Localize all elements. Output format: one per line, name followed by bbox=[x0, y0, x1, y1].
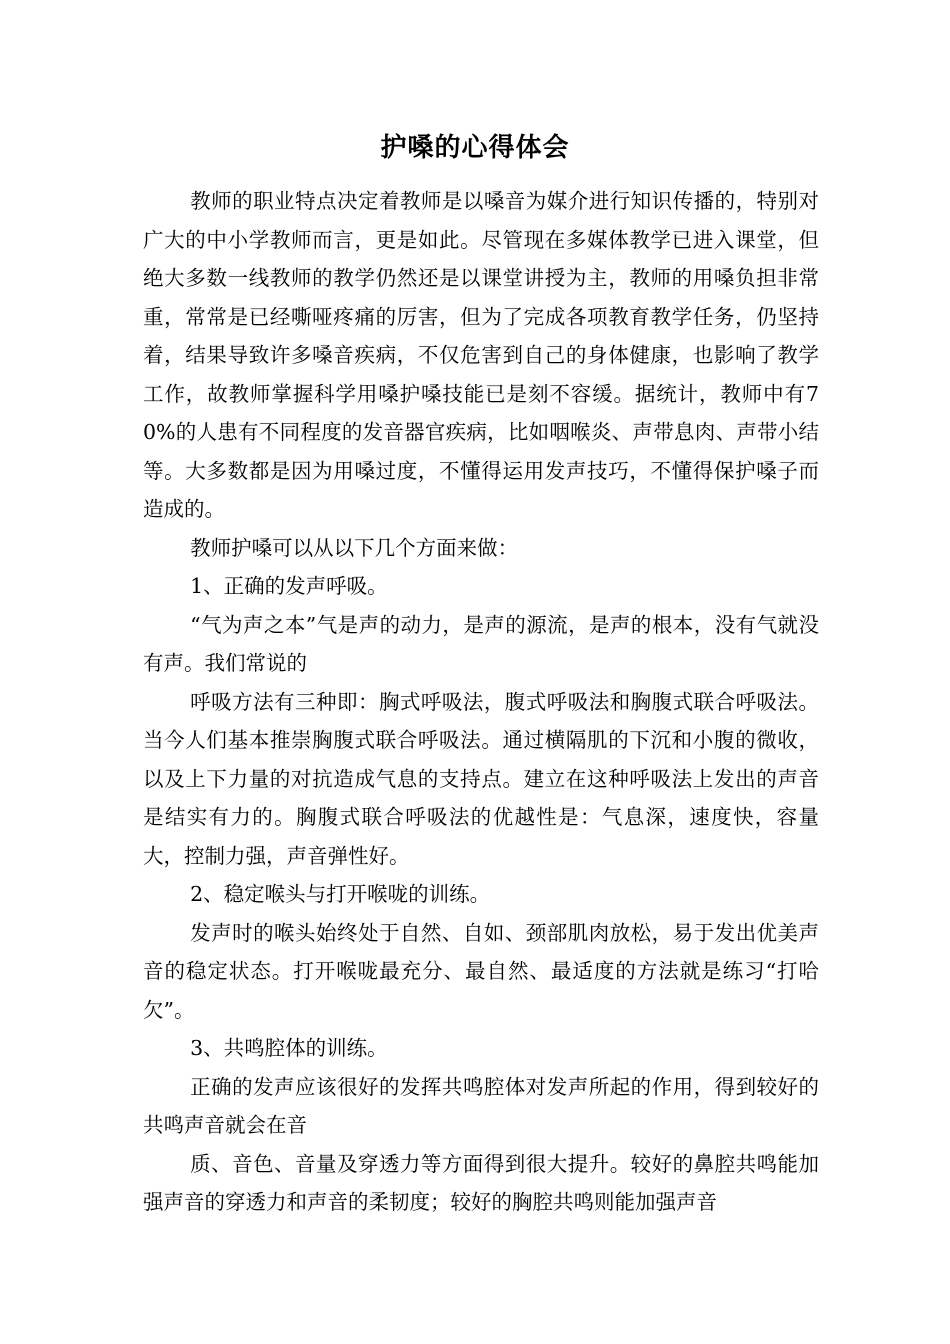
paragraph-breathing-methods: 呼吸方法有三种即：胸式呼吸法，腹式呼吸法和胸腹式联合呼吸法。当今人们基本推崇胸腹式联合呼吸法。通过横隔肌的下沉和小腹的微收，以及上下力量的对抗造成气息的支持点。建立在这种呼吸法上发出的声音是结实有力的。胸腹式联合呼吸法的优越性是：气息深，速度快，容量大，控制力强，声音弹性好。 bbox=[143, 689, 819, 868]
heading-breathing: 1、正确的发声呼吸。 bbox=[190, 574, 388, 598]
heading-resonance: 3、共鸣腔体的训练。 bbox=[190, 1036, 388, 1060]
paragraph-resonance-1: 正确的发声应该很好的发挥共鸣腔体对发声所起的作用，得到较好的共鸣声音就会在音 bbox=[143, 1074, 819, 1137]
paragraph-larynx: 发声时的喉头始终处于自然、自如、颈部肌肉放松，易于发出优美声音的稳定状态。打开喉咙最充分、最自然、最适度的方法就是练习“打哈欠”。 bbox=[143, 920, 819, 1022]
paragraph-breath-quote: “气为声之本”气是声的动力，是声的源流，是声的根本，没有气就没有声。我们常说的 bbox=[143, 612, 819, 675]
paragraph-intro: 教师的职业特点决定着教师是以嗓音为媒介进行知识传播的，特别对广大的中小学教师而言，更是如此。尽管现在多媒体教学已进入课堂，但绝大多数一线教师的教学仍然还是以课堂讲授为主，教师的用嗓负担非常重，常常是已经嘶哑疼痛的厉害，但为了完成各项教育教学任务，仍坚持着，结果导致许多嗓音疾病，不仅危害到自己的身体健康，也影响了教学工作，故教师掌握科学用嗓护嗓技能已是刻不容缓。据统计，教师中有70%的人患有不同程度的发音器官疾病，比如咽喉炎、声带息肉、声带小结等。大多数都是因为用嗓过度，不懂得运用发声技巧，不懂得保护嗓子而造成的。 bbox=[143, 189, 819, 521]
document-title: 护嗓的心得体会 bbox=[380, 133, 570, 163]
paragraph-methods-intro: 教师护嗓可以从以下几个方面来做： bbox=[190, 535, 519, 560]
paragraph-resonance-2: 质、音色、音量及穿透力等方面得到很大提升。较好的鼻腔共鸣能加强声音的穿透力和声音的柔韧度；较好的胸腔共鸣则能加强声音 bbox=[143, 1151, 819, 1214]
heading-larynx: 2、稳定喉头与打开喉咙的训练。 bbox=[190, 882, 491, 906]
document-body bbox=[143, 182, 819, 1222]
